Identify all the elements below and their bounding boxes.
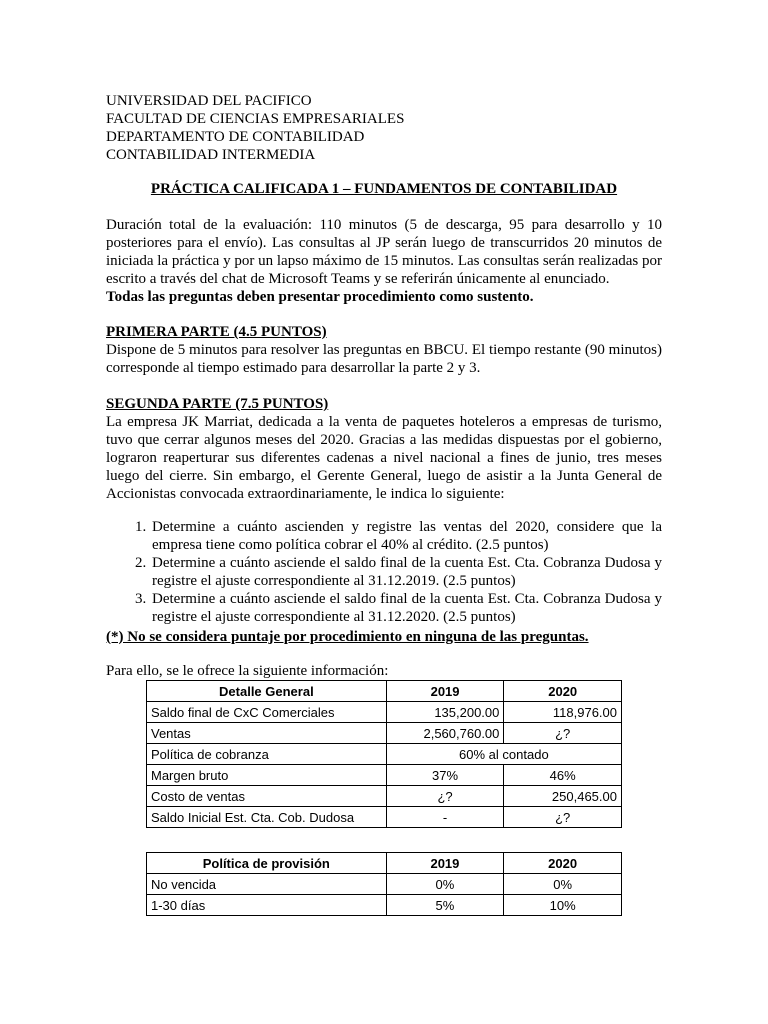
table-header-row: [147, 853, 622, 874]
value-2020: 118,976.00: [504, 702, 622, 723]
row-label: Costo de ventas: [147, 786, 387, 807]
table-row: [147, 874, 622, 895]
procedure-note: (*) No se considera puntaje por procedimiento en ninguna de las preguntas.: [106, 629, 589, 645]
value-2020: 46%: [504, 765, 622, 786]
table-header-cell: 2020: [504, 681, 622, 702]
value-2019: 37%: [386, 765, 504, 786]
value-2019: 135,200.00: [386, 702, 504, 723]
question-item: 2. Determine a cuánto asciende el saldo final de la cuenta Est. Cta. Cobranza Dudosa y registre el ajuste correspondiente al 31.12.2019. (2.5 puntos): [150, 554, 662, 590]
table-row: [147, 744, 622, 765]
merged-value: 60% al contado: [386, 744, 621, 765]
row-label: 1-30 días: [147, 895, 387, 916]
table-row: [147, 765, 622, 786]
table-header-cell: 2019: [386, 853, 504, 874]
part1-text: Dispone de 5 minutos para resolver las preguntas en BBCU. El tiempo restante (90 minutos) corresponde al tiempo estimado para desarrollar la parte 2 y 3.: [106, 342, 662, 376]
question-item: 1. Determine a cuánto ascienden y registre las ventas del 2020, considere que la empresa tiene como política cobrar el 40% al crédito. (2.5 puntos): [150, 518, 662, 554]
row-label: Política de cobranza: [147, 744, 387, 765]
questions-list: [106, 518, 662, 626]
question-item: 3. Determine a cuánto asciende el saldo final de la cuenta Est. Cta. Cobranza Dudosa y registre el ajuste correspondiente al 31.12.2020. (2.5 puntos): [150, 590, 662, 626]
general-detail-table: [146, 680, 622, 828]
provision-policy-table: [146, 852, 622, 916]
table-header-row: [147, 681, 622, 702]
value-2020: ¿?: [504, 723, 622, 744]
value-2020: ¿?: [504, 807, 622, 828]
table-header-cell: Política de provisión: [147, 853, 387, 874]
value-2019: 0%: [386, 874, 504, 895]
row-label: Margen bruto: [147, 765, 387, 786]
header-course: CONTABILIDAD INTERMEDIA: [106, 147, 316, 163]
value-2019: -: [386, 807, 504, 828]
table-header-cell: Detalle General: [147, 681, 387, 702]
intro-text: Duración total de la evaluación: 110 minutos (5 de descarga, 95 para desarrollo y 10 posteriores para el envío). Las consultas al JP serán luego de transcurridos 20 minutos de iniciada la práctica y por un lapso máximo de 15 minutos. Las consultas serán realizadas por escrito a través del chat de Microsoft Teams y se referirán únicamente al enunciado.: [106, 217, 662, 287]
value-2020: 0%: [504, 874, 622, 895]
table-header-cell: 2020: [504, 853, 622, 874]
table-row: [147, 807, 622, 828]
part2-heading: SEGUNDA PARTE (7.5 PUNTOS): [106, 396, 329, 412]
intro-paragraph: [106, 216, 662, 306]
table-header-cell: 2019: [386, 681, 504, 702]
info-intro: Para ello, se le ofrece la siguiente información:: [106, 663, 389, 679]
row-label: Saldo final de CxC Comerciales: [147, 702, 387, 723]
part2-text: La empresa JK Marriat, dedicada a la venta de paquetes hoteleros a empresas de turismo, tuvo que cerrar algunos meses del 2020. Gracias a las medidas dispuestas por el gobierno, lograron reaperturar sus diferentes cadenas a nivel nacional a fines de junio, tres meses luego del cierre. Sin embargo, el Gerente General, luego de asistir a la Junta General de Accionistas convocada extraordinariamente, le indica lo siguiente:: [106, 414, 662, 502]
row-label: Saldo Inicial Est. Cta. Cob. Dudosa: [147, 807, 387, 828]
header-university: UNIVERSIDAD DEL PACIFICO: [106, 93, 312, 109]
document-title: PRÁCTICA CALIFICADA 1 – FUNDAMENTOS DE CONTABILIDAD: [150, 181, 618, 197]
value-2019: 5%: [386, 895, 504, 916]
value-2019: 2,560,760.00: [386, 723, 504, 744]
value-2019: ¿?: [386, 786, 504, 807]
value-2020: 10%: [504, 895, 622, 916]
intro-bold-line: Todas las preguntas deben presentar procedimiento como sustento.: [106, 289, 534, 305]
part1-heading: PRIMERA PARTE (4.5 PUNTOS): [106, 324, 327, 340]
table-row: [147, 895, 622, 916]
table-row: [147, 786, 622, 807]
table-row: [147, 702, 622, 723]
header-faculty: FACULTAD DE CIENCIAS EMPRESARIALES: [106, 111, 405, 127]
row-label: No vencida: [147, 874, 387, 895]
row-label: Ventas: [147, 723, 387, 744]
header-department: DEPARTAMENTO DE CONTABILIDAD: [106, 129, 365, 145]
document-header: [106, 92, 666, 164]
table-row: [147, 723, 622, 744]
value-2020: 250,465.00: [504, 786, 622, 807]
